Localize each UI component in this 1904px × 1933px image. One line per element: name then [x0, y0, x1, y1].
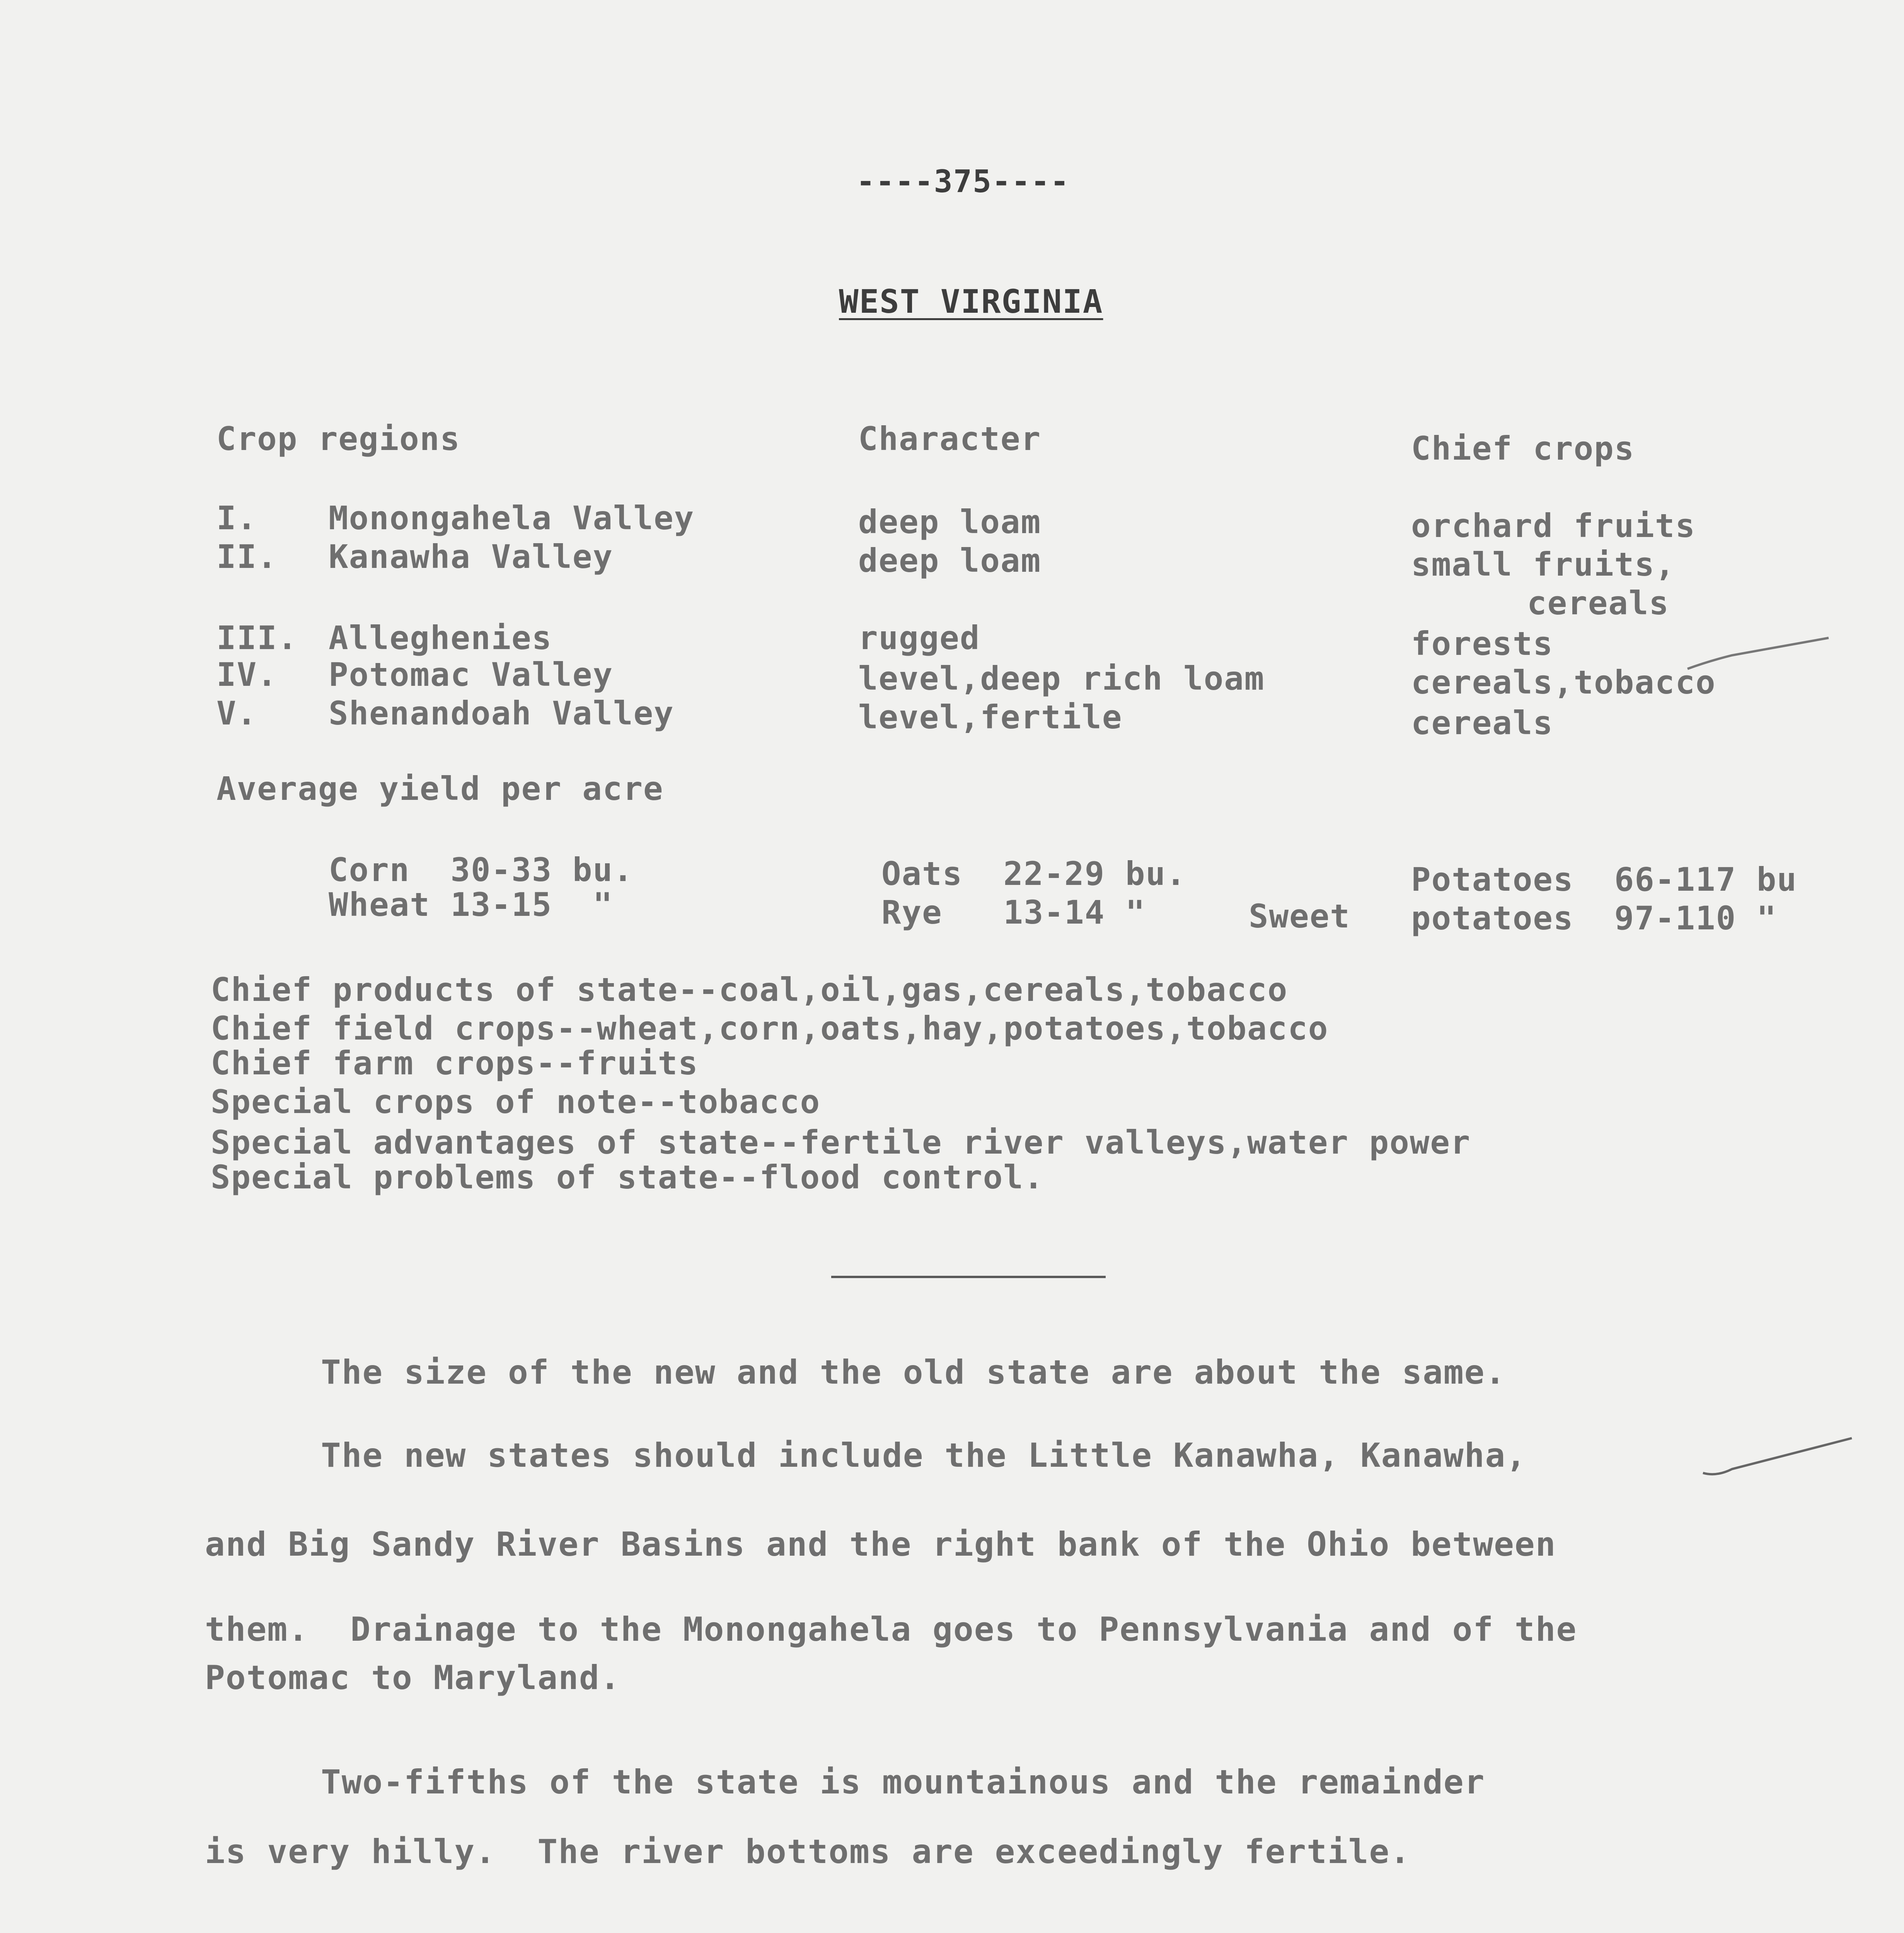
fact-line: Chief farm crops--fruits [211, 1044, 699, 1082]
region-number: II. [216, 538, 278, 576]
region-name: Monongahela Valley [329, 499, 695, 537]
page-number: ----375---- [856, 164, 1070, 199]
region-name: Alleghenies [329, 619, 552, 657]
paragraph-line: them. Drainage to the Monongahela goes to Pennsylvania and of the [205, 1610, 1577, 1649]
region-crops: cereals,tobacco [1411, 663, 1716, 701]
paragraph-line: The size of the new and the old state are about the same. [321, 1353, 1506, 1392]
region-character: level,fertile [858, 698, 1123, 736]
region-number: III. [216, 619, 298, 657]
region-crops: forests [1411, 625, 1554, 663]
yield-wheat: Wheat 13-15 " [329, 886, 614, 924]
region-crops: orchard fruits [1411, 507, 1696, 545]
section-divider [831, 1276, 1106, 1278]
region-character: rugged [858, 619, 980, 657]
region-name: Kanawha Valley [329, 538, 614, 576]
yield-potatoes: Potatoes 66-117 bu [1411, 861, 1797, 898]
fact-line: Chief field crops--wheat,corn,oats,hay,potatoes,tobacco [211, 1009, 1329, 1047]
yield-sweet-potatoes: potatoes 97-110 " [1411, 899, 1777, 937]
paragraph-line: The new states should include the Little Kanawha, Kanawha, [321, 1436, 1527, 1475]
region-number: I. [216, 499, 257, 537]
header-crop-regions: Crop regions [216, 420, 460, 458]
paragraph-line: and Big Sandy River Basins and the right bank of the Ohio between [205, 1525, 1556, 1564]
pencil-check-mark [1701, 1430, 1856, 1481]
yield-sweet-label: Sweet [1249, 897, 1350, 935]
region-name: Potomac Valley [329, 656, 614, 694]
paragraph-line: Potomac to Maryland. [205, 1659, 621, 1697]
region-crops: cereals [1411, 704, 1554, 742]
fact-line: Chief products of state--coal,oil,gas,cereals,tobacco [211, 971, 1288, 1009]
yield-rye: Rye 13-14 " [881, 893, 1146, 931]
header-character: Character [858, 420, 1041, 458]
region-character: level,deep rich loam [858, 660, 1265, 697]
region-crops: small fruits, [1411, 545, 1676, 583]
region-crops-continued: cereals [1527, 584, 1670, 622]
yield-oats: Oats 22-29 bu. [881, 855, 1186, 893]
paragraph-line: is very hilly. The river bottoms are exceedingly fertile. [205, 1832, 1411, 1871]
paragraph-line: Two-fifths of the state is mountainous and the remainder [321, 1763, 1485, 1802]
yield-corn: Corn 30-33 bu. [329, 851, 634, 889]
region-name: Shenandoah Valley [329, 694, 674, 732]
header-chief-crops: Chief crops [1411, 430, 1635, 467]
region-character: deep loam [858, 542, 1041, 580]
region-number: V. [216, 694, 257, 732]
region-character: deep loam [858, 503, 1041, 541]
fact-line: Special advantages of state--fertile river valleys,water power [211, 1123, 1471, 1161]
fact-line: Special crops of note--tobacco [211, 1083, 821, 1121]
pencil-check-mark [1686, 634, 1832, 677]
yield-heading: Average yield per acre [216, 770, 664, 808]
region-number: IV. [216, 656, 278, 694]
fact-line: Special problems of state--flood control. [211, 1158, 1044, 1196]
page-title: WEST VIRGINIA [839, 283, 1103, 320]
